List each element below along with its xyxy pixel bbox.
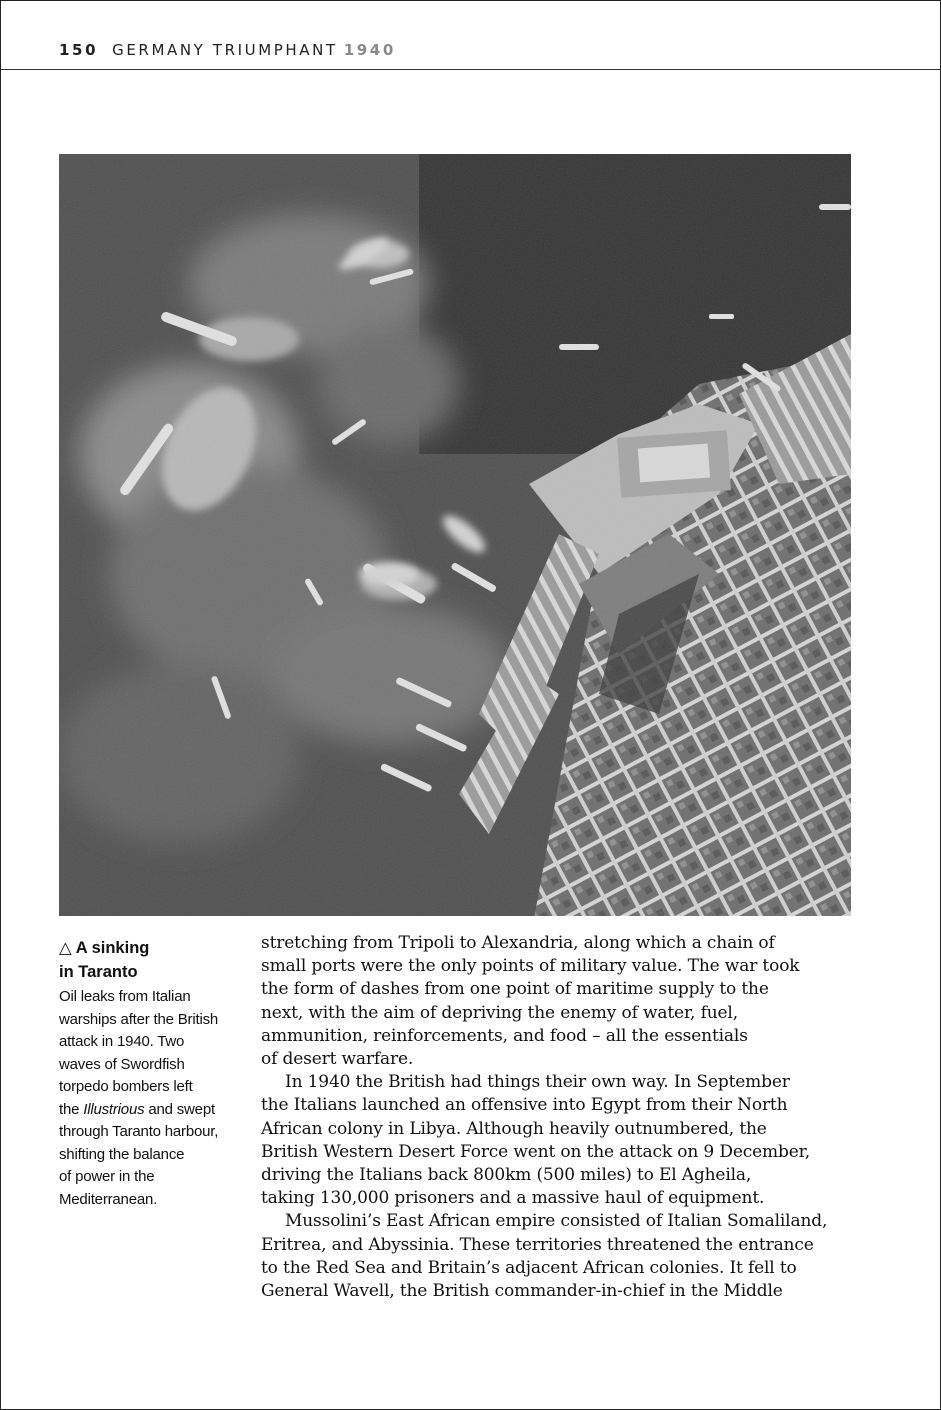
body-text <box>261 932 853 1303</box>
caption-body: Oil leaks from Italian warships after the British attack in 1940. Two waves of Swordfish torpedo bombers left the Illustrious and swept through Taranto harbour, shifting the balance of power in the Mediterranean. <box>59 988 219 1208</box>
body-line: Mussolini’s East African empire consisted of Italian Somaliland, <box>285 1211 828 1232</box>
caption-title: △ A sinking in Taranto <box>59 939 150 981</box>
page-number: 150 <box>59 41 99 59</box>
body-line: driving the Italians back 800km (500 miles) to El Agheila, <box>261 1165 752 1186</box>
header-rule <box>1 69 940 70</box>
running-head <box>59 41 396 59</box>
body-line: Eritrea, and Abyssinia. These territories threatened the entrance <box>261 1234 814 1255</box>
chapter-year: 1940 <box>343 41 396 59</box>
body-line: General Wavell, the British commander-in-chief in the Middle <box>261 1281 783 1302</box>
body-line: of desert warfare. <box>261 1049 414 1070</box>
body-line: the form of dashes from one point of maritime supply to the <box>261 979 769 1000</box>
ship-name-illustrious: Illustrious <box>83 1100 145 1118</box>
body-line: African colony in Libya. Although heavily outnumbered, the <box>261 1118 767 1139</box>
photo-caption <box>59 936 239 1211</box>
body-line: to the Red Sea and Britain’s adjacent African colonies. It fell to <box>261 1257 797 1278</box>
body-line: ammunition, reinforcements, and food – all the essentials <box>261 1025 748 1046</box>
body-line: the Italians launched an offensive into Egypt from their North <box>261 1095 788 1116</box>
body-line: British Western Desert Force went on the attack on 9 December, <box>261 1141 810 1162</box>
chapter-title: GERMANY TRIUMPHANT <box>112 41 338 59</box>
body-line: In 1940 the British had things their own way. In September <box>285 1072 790 1093</box>
body-line: stretching from Tripoli to Alexandria, along which a chain of <box>261 933 775 953</box>
aerial-photo-taranto <box>59 154 851 916</box>
triangle-up-icon: △ <box>59 939 72 957</box>
body-line: taking 130,000 prisoners and a massive haul of equipment. <box>261 1188 765 1209</box>
body-line: small ports were the only points of military value. The war took <box>261 956 800 977</box>
harbour-aerial-image <box>59 154 851 916</box>
body-line: next, with the aim of depriving the enemy of water, fuel, <box>261 1002 738 1023</box>
